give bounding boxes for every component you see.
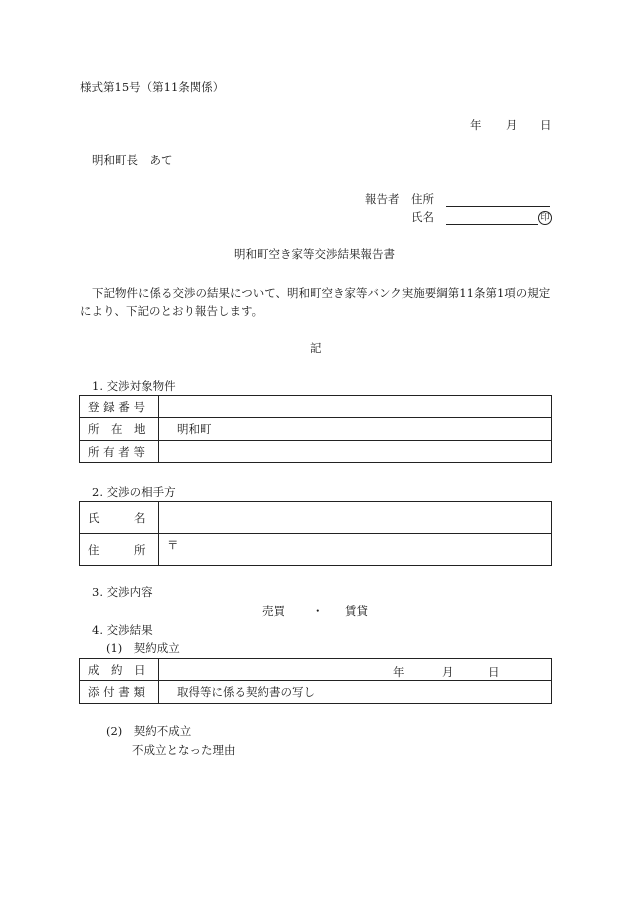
ki-heading: 記: [310, 341, 322, 355]
table-row: [80, 418, 552, 441]
date-year-label: 年: [470, 118, 482, 132]
location-label: 所 在 地: [80, 418, 159, 441]
section-4-heading: 4. 交渉結果: [92, 623, 153, 637]
counterparty-table: [79, 501, 552, 566]
counterparty-name-field[interactable]: [159, 502, 552, 534]
reporter-role: 報告者: [365, 192, 400, 206]
result-table: [79, 658, 552, 704]
section-2-heading: 2. 交渉の相手方: [92, 485, 176, 499]
owner-label: 所 有 者 等: [80, 441, 159, 463]
contract-date-label: 成 約 日: [80, 659, 159, 681]
table-row: [80, 396, 552, 418]
attachments-label: 添 付 書 類: [80, 681, 159, 704]
property-table: [79, 395, 552, 463]
body-line-1: 下記物件に係る交渉の結果について、明和町空き家等バンク実施要綱第11条第1項の規定: [92, 286, 551, 300]
option-lease[interactable]: 賃貸: [345, 604, 368, 618]
table-row: [80, 502, 552, 534]
contract-day-label: 日: [488, 665, 500, 679]
registration-number-label: 登 録 番 号: [80, 396, 159, 418]
attachments-value: 取得等に係る契約書の写し: [159, 681, 552, 704]
date-day-label: 日: [540, 118, 552, 132]
table-row: [80, 659, 552, 681]
addressee: 明和町長 あて: [92, 153, 173, 167]
owner-field[interactable]: [159, 441, 552, 463]
failure-reason-label: 不成立となった理由: [132, 743, 236, 757]
section-3-heading: 3. 交渉内容: [92, 585, 153, 599]
address-underline[interactable]: [446, 206, 550, 207]
counterparty-address-field[interactable]: [159, 534, 552, 566]
section-1-heading: 1. 交渉対象物件: [92, 379, 176, 393]
contract-year-label: 年: [393, 665, 405, 679]
option-separator: ・: [312, 604, 324, 618]
form-number: 様式第15号（第11条関係）: [80, 80, 225, 94]
date-month-label: 月: [506, 118, 518, 132]
table-row: [80, 441, 552, 463]
name-underline[interactable]: [446, 224, 538, 225]
postal-mark: 〒: [167, 538, 179, 552]
body-line-2: により、下記のとおり報告します。: [80, 304, 264, 318]
address-label: 住所: [411, 192, 434, 206]
document-title: 明和町空き家等交渉結果報告書: [234, 247, 395, 261]
contract-date-field[interactable]: [159, 659, 552, 681]
contract-concluded-heading: (1) 契約成立: [106, 641, 180, 655]
counterparty-address-label: 住 所: [80, 534, 159, 566]
contract-not-concluded-heading: (2) 契約不成立: [106, 724, 192, 738]
counterparty-name-label: 氏 名: [80, 502, 159, 534]
table-row: [80, 681, 552, 704]
name-label: 氏名: [411, 210, 434, 224]
table-row: [80, 534, 552, 566]
seal-mark: 印: [538, 211, 552, 225]
option-sale[interactable]: 売買: [262, 604, 285, 618]
contract-month-label: 月: [442, 665, 454, 679]
registration-number-field[interactable]: [159, 396, 552, 418]
location-field[interactable]: 明和町: [159, 418, 552, 441]
